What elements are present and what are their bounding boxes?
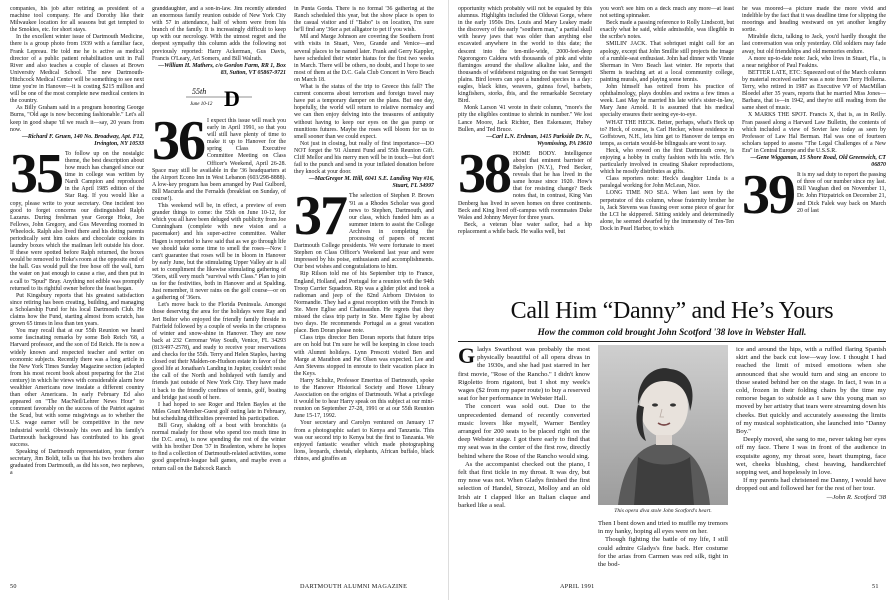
col2-paragraph: granddaughter, and a son-in-law. Jim recently attended an enormous family reunion outside of New York City with 57 in attendance, half of whom were from his branch of the family. It is increasingly difficult to keep up with our necrology. With the utmost regret and the deepest sympathy this column adds the following not previously reported: Harry Ackerman, Gus Davis, Francis O'Leary, Art Somers, and Bill Walrath. — [152, 6, 286, 62]
col5-paragraph: SMILIN' JACK. That sobriquet might call for an apology, except that John Smillie still projects the image of a rumble-seat enthusiast. John had dinner with Vinnie Sherman in Vero Beach last winter. He reports that Sherm is teaching art at a local community college, painting murals, and playing some tennis. — [600, 41, 734, 83]
class-number-35: 35 — [10, 142, 62, 205]
feature-paragraph: Gladys Swarthout was probably the most physically beautiful of all opera divas in the 1930s, and she had just starred in her first movie, "Rose of the Rancho." I didn't know Rigoletto from rigatoni, but I shot my week's wages ($2 from my paper route) to buy a reserved seat for her performance in Webster Hall. — [458, 346, 590, 403]
col3-paragraph: Not just in closing, but really of first importance—DO NOT forget the '91 Alumni Fund and 55th Reunion Gift. Cliff Mellor and his merry men will be in touch—but don't fail to the punch and send in your inflated donation before they knock at your door. — [294, 140, 434, 176]
feature-column-2 — [598, 520, 728, 582]
col6-paragraph: X MARKS THE SPOT. Francis X, that is, as in Reilly. Fran passed along a Harvard Law Bulletin, the contents of which included a view of Sovier law today as seen by Professor of Law Hal Berman. Hal was one of fourteen scholars tapped to assess "The Legal Challenges of a New Era" in Central Europe and the U.S.S.R. — [742, 112, 886, 154]
feature-column-3 — [736, 346, 886, 580]
feature-paragraph: If my parents had christened me Danny, I would have dropped out and followed her for the rest of her tour. — [736, 477, 886, 493]
col4-paragraph: HOME BODY. Intelligence about that eminent barrister of Babylon (N.Y.), Fred Becker, reveals that he has lived in the same house since 1920. How's that for resisting change? Beck notes that, in contrast, King Van Denberg has lived in seven homes on three continents. Beck and King lived off-campus with roommates Duke Wales and Johnny Meyer for three years. — [458, 150, 592, 221]
col4-paragraph: Monk Larson '41 wrote in their column, "more's the pity the eligibles continue to shrink in number." We lost Lance Moore, Jack Richter, Ben Eskenazer, Hubey Bullen, and Ted Bruce. — [458, 105, 592, 133]
feature-subtitle: How the common cold brought John Scotford '38 love in Webster Hall. — [537, 327, 807, 337]
photo-caption: This opera diva stole John Scotford's heart. — [614, 508, 712, 514]
col3-paragraph: What is the status of the trip to Greece this fall? The current concerns about terrorism and foreign travel may have put a temporary damper on the plans. But one day, hopefully, the world will return to relative normalcy and we can then enjoy delving into the treasures of antiquity without having to keep our eyes on the gas pump or munitions futures. Maybe the roses will bloom for us to smell sooner than we could expect. — [294, 84, 434, 140]
col2-paragraph: I expect this issue will reach you early in April 1991, so that you will still have plenty of time to make it up to Hanover for the spring Class Executive Committee Meeting on Class Officer's Weekend, April 26-28. Space may still be available in the '36 headquarters at the Airport Econo Inn in West Lebanon (603/298-8888). A low-key program has been arranged by Paul Gulbord, Bill Macurda and the Fernalds (breakfast on Sunday, of course!). — [152, 117, 286, 202]
col2-paragraph: Let's move back to the Florida Peninsula. Amongst those deserving the area for the holidays were Ray and Jeri Bulter who enjoyed the friendly family fireside in Fairfield followed by a couple of weeks in the crispness of winter and snow-shine in Hanover. They are now back at 232 Cerromar Way South, Venice, FL 34293 (813/497-2578), and ready to receive your reservations and checks for the 55th. Terry and Helen Staples, having closed out their Malden-on-Hudson estate in favor of the good life at Jonathan's Landing in Jupiter, couldn't resist the call of the North and holidayed with family and friends just outside of New York City. They have made it back to the friendly confines of tennis, golf, boating and bridge just south of here. — [152, 302, 286, 401]
col5-paragraph: LONG TIME NO SEA. When last seen by the perpetrator of this column, whose fraternity brother he is, Jack Stevens was fussing over some piece of gear for the LCI he skippered. Sitting snidely and determinedly alone, he seemed dwarfed by the immensity of Ten-Ten Dock in Pearl Harbor, to which — [600, 190, 734, 232]
logo-main-text: 55th — [192, 86, 207, 96]
logo-d-mark: D — [224, 85, 240, 111]
col5-paragraph: Heck, who rowed on the first Dartmouth crew, is enjoying a hobby in crafty fashion with his wife. He's particularly involved in creating Shaker reproductions, which he mostly distributes as gifts. — [600, 147, 734, 176]
feature-paragraph: As the accompanist checked out the piano, I felt that first tickle in my throat. It was dry, but my nose was not. When Gladys finished the first selection of Handel, Strozzi, Molloy and an old Irish air I clapped like an Italian claque and barked like a seal. — [458, 460, 590, 509]
col6-paragraph: he was moored—a picture made the more vivid and indelible by the fact that it was deadline time for slipping the moorings and heading westward on yet another lengthy sortie. — [742, 6, 886, 34]
feature-paragraph: The concert was sold out. Due to the unprecedented demand of recently converted music lovers like myself, Warner Bentley arranged for 200 seats to be placed right on the deep Webster stage. I got there early to find that my seat was in the center of the first row, directly behind where the Rose of the Rancho would sing. — [458, 403, 590, 460]
feature-paragraph: Though fighting the battle of my life, I still could admire Gladys's fine back. Her costume for the arias from Carmen was red silk, tight in the bod- — [598, 536, 728, 569]
col1-signature: —Richard F. Gruen, 140 No. Broadway, Apt. F12, Irvington, NY 10533 — [21, 133, 144, 147]
col3-paragraph: Your secretary and Carolyn ventured on January 17 from a photographic safari to Kenya and Tanzania. This was our second trip to Kenya but the first to Tanzania. We enjoyed fantastic weather which made photographing lions, leopards, cheetah, elephants, African buffalo, black rhinos, and giraffes an — [294, 420, 434, 462]
col1-paragraph: Speaking of Dartmouth representation, your former secretary, Jim Boldt, tells us that his two brothers also graduated from Dartmouth, as did his son, two nephews, a — [10, 448, 144, 477]
55th-reunion-logo — [184, 80, 254, 114]
feature-rule — [458, 341, 886, 342]
col1-paragraph: To follow up on the nostalgic theme, the best description about how much has changed since our time in college was written by Nardi Campion and reproduced in the April 1985 edition of the Star Rag. If you would like a copy, please write to your secretary. One incident too good to forget concerns our distinguished Ralph Lazarus. During freshman year George Hoke, Joe Fellows, John Gregory, and Gus Meverding roomed in Wheelock. Ralph also lived there and his doting parents periodically sent him cakes and chocolate cookies in laundry boxes which the mailman left outside his door. If these were spotted before Ralph returned, the boxes would be removed to Hoke's room at the opposite end of the hall. Gus would pull the free hose off the wall, turn the water on just enough to cause a rise, and then put in a call to "Spud" Bray. Anything not edible was promptly returned to its rightful owner before the feast began. — [10, 150, 144, 292]
col3-paragraph: Class trips director Ben Doran reports that future trips are on hold but I'm sure he will be keeping in close touch with Alumni holidays. Lynn Prescott visited Ben and Marge at Marathon and Pat Olsen was expected. Lee and Ann Stevens stopped in enroute to their vacation place in the Keys. — [294, 335, 434, 377]
col4-paragraph: opportunity which probably will not be equaled by this alumnus. Highlights included the Olduvai Gorge, where in the early 1950s Drs. Louis and Mary Leakey made the discovery of the early "southern man," a partial skull with heavy jaws that was older than anything else excavated anywhere in the world to this date; the descent into the ten-mile-wide, 2000-feet-deep Ngorongoro Caldera with thousands of pink and white flamingos around the shallow alkaline lake, and the thousands of wildebeest migrating on the vast Serengeti plains. Bird lovers can spot a hundred species in a day: eagles, black kites, weavers, guinea fowl, barbets, kingfishers, storks, ibis, and the remarkable Secretary Bird. — [458, 6, 592, 105]
column-2 — [152, 6, 286, 580]
col6-paragraph: BETTER LATE, ETC: Squeezed out of the March column by material received earlier was a note from Terry Hollerna. Terry, who retired in 1987 as Executive VP of MacMillan Bloedel after 35 years, reports that he married Miss Jones—Barbara, that is—in 1942, and they're still reading from the same sheet of music. — [742, 69, 886, 112]
feature-header — [458, 298, 886, 342]
col6-paragraph: It is my sad duty to report the passing of three of our number since my last. Bill Vaughan died on November 11, Dr. John Fitzpatrick on December 21, and Dick Falek way back on March 20 of last — [797, 172, 886, 214]
col5-paragraph: Beck made a passing reference to Rolly Lindscott, but exactly what he said, while admissible, was illegible in the scribe's notes. — [600, 20, 734, 41]
col1-paragraph: companies, his job after retiring as president of a machine tool company. He and Dorothy like their Milwaukee location for all seasons but get tempted to the Smokies, etc. for short stays. — [10, 6, 144, 34]
col5-paragraph: John himself has retired from his practice of ophthalmology, plays doubles and swims a few times a week. Last May he married his late wife's sister-in-law, Mary Jane Arnold. It is assumed that his medical specialty ensures their seeing eye-to-eye. — [600, 84, 734, 119]
col3-paragraph: Harry Schultz, Professor Emeritus of Dartmouth, spoke to the Hanover Historical Society and Howe Library Association on the origins of Dartmouth. What a privilege it would be to hear Harry speak on this subject at our mini-reunion on September 27-28, 1991 or at our 55th Reunion June 15-17, 1992. — [294, 377, 434, 420]
footer-issue-date: APRIL 1991 — [560, 583, 595, 590]
column-4 — [458, 6, 592, 296]
col3-signature: —MacGregor M. Hill, 6041 S.E. Landing Way #16, Stuart, FL 34997 — [308, 176, 434, 190]
feature-paragraph: Then I bent down and tried to muffle my tremors in my hanky, hoping all eyes were on her. — [598, 520, 728, 536]
class-number-36: 36 — [152, 109, 204, 172]
feature-title: Call Him “Danny” and He’s Yours — [510, 298, 834, 324]
page-spine — [448, 0, 449, 600]
feature-paragraph: ice and around the hips, with a ruffled flaring Spanish skirt and the back cut low—way low. I thought I had reached the limit of mixed emotions when she announced that she would turn and sing an encore to those seated behind her on the stage. In fact, I was in a cold, frozen in their folding chairs by the time my remorse began to subside as I saw this young man so moved by her artistry that tears were streaming down his cheeks. But quickly and accurately assessing the limits of my musical sophistication, she launched into "Danny Boy." — [736, 346, 886, 436]
footer-left-page-number: 50 — [10, 583, 17, 590]
col3-paragraph: Rip Rilson told me of his September trip to France, England, Holland, and Portugal for a reunion with the 94th Troop Carrier Squadron. Rip was a glider pilot and took a radioman and jeep of the 82nd Airborn Division to Normandie. They had a great reception with the French in Ste. Mere Eglise and Chatteaudun. He regrets that they missed the class trip party in Ste. Mere Eglise by about two days. He recommends Portugal as a great vacation place. Ben Doran please note. — [294, 271, 434, 335]
column-5 — [600, 6, 734, 296]
col4-paragraph: Beck, a veteran blue water sailor, had a hip replacement a while back. He walks well, but — [458, 221, 592, 235]
column-1 — [10, 6, 144, 580]
column-6 — [742, 6, 886, 296]
col1-paragraph: You may recall that at our 55th Reunion we heard some fascinating remarks by some Bob Reich '68, a Harvard professor, and the son of Ed Reich. He is now a widely known and respected teacher and writer on economic subjects. Recently there was a long article in the New York Times Sunday Magazine section (adapted from his most recent book about preparing for the 21st century) in which he views with considerable alarm how wealthier Americans now insulate a different country than other Americans. In early February Ed also appeared on "The MacNeil/Lehrer News Hour" to comment favorably on the success of the Patriot against the Scud, but with some misgivings as to whether the U.S. wage earner will be competitive in the new industrial world. Obviously his own and his family's Dartmouth background has contributed to his great success. — [10, 328, 144, 448]
col5-paragraph: you won't see him on a deck much any more—at least not setting spinnaker. — [600, 6, 734, 20]
feature-column-1 — [458, 346, 590, 580]
footer-right-page-number: 51 — [872, 583, 879, 590]
feature-signature: —John R. Scotford '38 — [826, 493, 886, 501]
col2-signature: —William H. Mathers, c/o Gordon Farm, RR 1, Box 83, Sutton, VT 05867-9721 — [158, 62, 286, 76]
feature-paragraph: Deeply moved, she sang to me, never taking her eyes off my face. There I was in front of the audience in exquisite agony, my throat sore, heart thumping, face wet, cheeks blushing, chest heaving, handkerchief sopping wet, and hopelessly in love. — [736, 436, 886, 477]
col2-paragraph: This weekend will be, in effect, a preview of even grander things to come: the 55th on June 10-12, for which you all have been deluged with publicity from Joe Cunningham (complete with new vision and a pacemaker) and his super-active committee. Walter Hagen is reported to have said that as we go through life we should take some time to smell the roses—Now I can't guarantee that roses will be in bloom in Hanover by early June, but the stimulating Upper Valley air is all set to compliment the likewise stimulating gathering of '36ers, still very much "survival with Class." Plan to join us for the festivities, both in Hanover and at Spalding. Just remember, it never rains on the golf course—or on a gathering of '36ers. — [152, 203, 286, 302]
column-3 — [294, 6, 434, 580]
col5-paragraph: WHAT THE HECK. Better, perhaps, what's Heck up to? Heck, of course, is Carl Hecker, whose residence in Goffstown, N.H., lets him get to Hanover de temps en temps, as certain would-be bilinguals are wont to say. — [600, 119, 734, 147]
opera-diva-photo — [598, 345, 728, 505]
col2-paragraph: I had hoped to see Roger and Helen Bayles at the Miles Grant Member-Guest golf outing late in February, but scheduling difficulties prevented his participation. — [152, 401, 286, 422]
col4-signature: —Carl L.N. Erdman, 1415 Parkside Dr. N., Wyomissing, PA 19610 — [486, 133, 592, 147]
col2-paragraph: Bill Gray, shaking off a bout with bronchitis (a normal malady for those who spend too much time in the D.C. area), is now spending the rest of the winter with his brother Don '37 in Bradenton, where he hopes to find a collection of Dartmouth-related activities, some good grapefruit-league ball games, and maybe even a return call on the Babcock Ranch — [152, 422, 286, 472]
class-number-37: 37 — [294, 185, 346, 248]
footer-magazine-title: DARTMOUTH ALUMNI MAGAZINE — [300, 583, 408, 590]
col3-paragraph: The selection of Stephen P. Brown '91 as a Rhodes Scholar was good news to Stephen, Dartmouth, and our class, which funded him as a summer intern to assist the College Archives in completing the processing of papers of recent Dartmouth College presidents. We were fortunate to meet Stephen on Class Officer's Weekend last year and were impressed by his poise, enthusiasm and accomplishments. Our best wishes and congratulations to him. — [294, 193, 434, 271]
col6-paragraph: A more up-to-date note: Jack, who lives in Stuart, Fla., is a near neighbor of Paul Feakins. — [742, 55, 886, 69]
col5-paragraph: Class reporters note: Heck's daughter Linda is a paralegal working for John McLean, Nice. — [600, 176, 734, 190]
col3-paragraph: in Punta Gorda. There is no formal '36 gathering at the Ranch scheduled this year, but the show place is open to the casual visitor and if "Babo" is on location, I'm sure he'll find any '36er a pet alligator to pet if you wish. — [294, 6, 434, 34]
col3-paragraph: Mil and Marge Johnson are covering the Southern front with visits in Stuart, Vero, Grande and Venice—and several places to be named later. Frank and Gerry Kappler, have scheduled their winter hiatus for the first two weeks in March. There will be others, no doubt, and I hope to see most of them at the D.C. Gala Club Concert in Vero Beach on March 18. — [294, 34, 434, 83]
col1-paragraph: As Billy Graham said in a program honoring George Burns, "Old age is now becoming fashionable." Let's all keep in good shape 'til we reach it—say, 20 years from now. — [10, 105, 144, 133]
col6-paragraph: Mirabile dictu, talking to Jack, you'd hardly thought the last conversation was only yesterday. Old soldiers may fade away, but old friendships and old memories endure. — [742, 34, 886, 55]
drop-cap: G — [458, 346, 476, 368]
col1-paragraph: Put Kingsbury reports that his greatest satisfaction since retiring has been creating, building, and managing a Scholarship Fund for his local Dartmouth Club. He claims how the Fund, starting almost from scratch, has grown 65 times in less than ten years. — [10, 292, 144, 328]
col1-paragraph: In the excellent winter issue of Dartmouth Medicine, there is a group photo from 1939 with a familiar face, Frank Lepreau. He told me he is active as medical director of a public patient rehabilitation unit in Fall River and also teaches a couple of classes at Brown University Medical School. The new Dartmouth-Hitchcock Medical Center will be something to see next time you're in Hanover—it is costing $215 million and will be one of the most complete new medical centers in the country. — [10, 34, 144, 105]
col6-signature: —Gene Wiggaman, 15 Shore Road, Old Greenwich, CT 06870 — [750, 154, 886, 169]
class-number-38: 38 — [458, 142, 510, 205]
class-number-39: 39 — [742, 164, 794, 227]
logo-sub-text: June 10-12 — [190, 101, 213, 107]
